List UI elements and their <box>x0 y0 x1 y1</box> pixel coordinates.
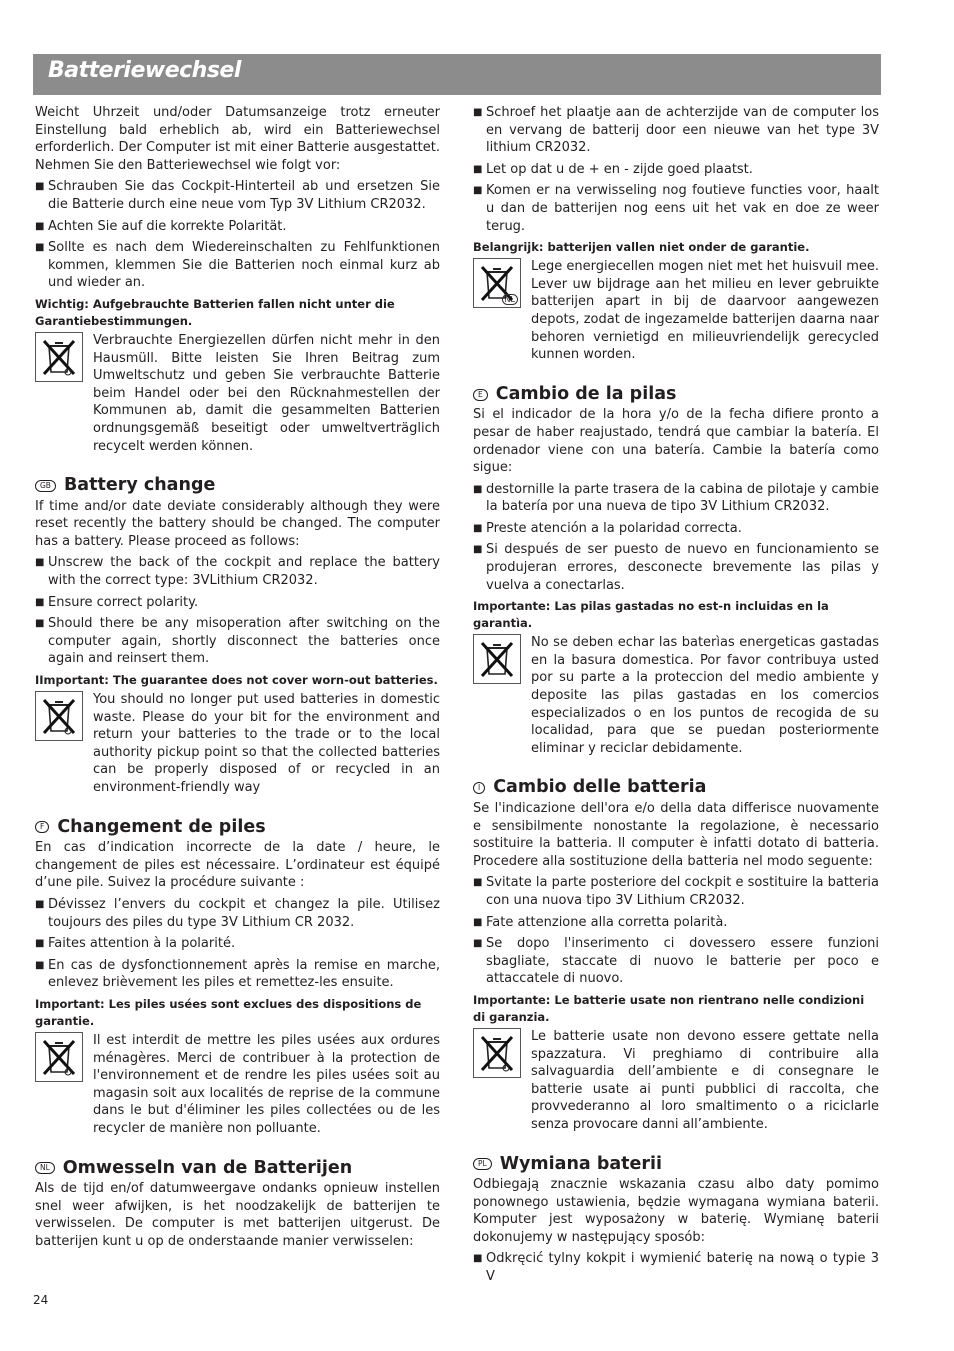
list-item: ■ Achten Sie auf die korrekte Polarität. <box>35 218 440 236</box>
disposal-block <box>35 1032 440 1138</box>
section-heading <box>473 1153 879 1174</box>
disposal-block <box>473 258 879 364</box>
instruction-list <box>35 178 440 292</box>
language-badge: E <box>473 389 488 401</box>
list-item: ■ Should there be any misoperation after switching on the computer again, shortly disconnect the batteries once again and reinsert them. <box>35 615 440 668</box>
list-item: ■ Preste atención a la polaridad correcta. <box>473 520 879 538</box>
section-heading <box>35 477 440 495</box>
important-label: Wichtig: <box>35 296 89 311</box>
instruction-list <box>35 554 440 668</box>
important-text: Aufgebrauchte Batterien fallen nicht unter die Garantiebestimmungen. <box>35 296 395 328</box>
list-item: ■ Ensure correct polarity. <box>35 594 440 612</box>
section-heading <box>473 779 879 797</box>
crossed-bin-icon <box>473 1028 521 1078</box>
section-heading <box>35 816 440 837</box>
disposal-block <box>473 634 879 757</box>
disposal-text: Lege energiecellen mogen niet met het huisvuil mee. Lever uw bijdrage aan het milieu en lever gebruikte batterijen apart in bij de daarvoor aangewezen depots, zodat de ingezamelde batterijen daarna naar behoren vernietigd en milieuvriendelijk gerecycled kunnen worden. <box>531 259 879 363</box>
heading-text: Battery change <box>63 475 216 496</box>
important-text: Les piles usées sont exclues des dispositions de garantie. <box>35 996 422 1028</box>
disposal-text: Le batterie usate non devono essere gettate nella spazzatura. Vi preghiamo di contribuire alla salvaguardia dell’ambiente e di consegnare le batterie usate ai punti pubblici di raccolta, che provvederanno al loro smaltimento o a riciclarle senza provocare danni all’ambiente. <box>531 1028 879 1132</box>
bin-country-code: NL <box>502 294 518 305</box>
important-label: Important: <box>35 996 105 1011</box>
section-intro: En cas d’indication incorrecte de la date / heure, le changement de piles est nécessaire. L’ordinateur est équipé d’une pile. Suivez la procédure suivante : <box>35 840 440 891</box>
list-item: ■ Komen er na verwisseling nog foutieve functies voor, haalt u dan de batterijen nog eens uit het vak en doe ze weer terug. <box>473 182 879 235</box>
disposal-text: Verbrauchte Energiezellen dürfen nicht mehr in den Hausmüll. Bitte leisten Sie Ihren Beitrag zum Umweltschutz und geben Sie verbrauchte Batterie beim Handel oder bei den Rücknahmestellen der Kommunen ab, damit die gesammelten Batterien ordnungsgemäß beseitigt oder umweltverträglich recycelt werden können. <box>93 332 440 454</box>
section-nl <box>35 1157 440 1251</box>
page-title: Batteriewechsel <box>48 58 241 83</box>
section-nl-continued <box>473 104 879 364</box>
crossed-bin-icon <box>35 1032 83 1082</box>
crossed-bin-icon <box>473 634 521 684</box>
list-item: ■ Faites attention à la polarité. <box>35 935 440 953</box>
important-note <box>35 996 440 1030</box>
disposal-block <box>35 332 440 455</box>
heading-text: Changement de piles <box>57 816 266 837</box>
heading-text: Omwesseln van de Batterijen <box>62 1157 353 1178</box>
instruction-list <box>473 1250 879 1285</box>
disposal-text: No se deben echar las baterìas energeticas gastadas en la basura domestica. Por favor contribuya usted por su parte a la proteccion del medio ambiente y deposite las pilas gastadas en los comercios especializados o en los puntos de recogida de su localidad, para que se puedan posteriormente eliminar y reciclar debidamente. <box>531 635 879 756</box>
instruction-list <box>473 874 879 988</box>
heading-text: Cambio de la pilas <box>495 383 677 404</box>
section-intro: Als de tijd en/of datumweergave ondanks opnieuw instellen snel weer afwijken, is het noodzakelijk de batterijen te verwisselen. De computer is met batterijen uitgerust. De batterijen kunt u op de onderstaande manier verwisselen: <box>35 1181 440 1249</box>
language-badge: F <box>35 821 49 833</box>
list-item: ■ Svitate la parte posteriore del cockpit e sostituire la batteria con una nuova tipo 3V Lithium CR2032. <box>473 874 879 909</box>
section-intro: Weicht Uhrzeit und/oder Datumsanzeige trotz erneuter Einstellung bald erheblich ab, wird ein Batteriewechsel erforderlich. Der Computer ist mit einer Batterie ausgestattet. Nehmen Sie den Batteriewechsel wie folgt vor: <box>35 105 440 173</box>
list-item: ■ Dévissez l’envers du cockpit et changez la pile. Utilisez toujours des piles du type 3V Lithium CR 2032. <box>35 896 440 931</box>
crossed-bin-icon <box>35 691 83 741</box>
section-f <box>35 816 440 1138</box>
right-column <box>473 104 879 1290</box>
section-de <box>35 104 440 455</box>
list-item: ■ Let op dat u de + en - zijde goed plaatst. <box>473 161 879 179</box>
section-e <box>473 383 880 758</box>
important-label: Importante: <box>473 599 551 614</box>
disposal-block <box>473 1028 879 1134</box>
section-pl <box>473 1153 879 1286</box>
page-banner <box>33 54 881 95</box>
important-note <box>473 239 879 256</box>
important-text: Le batterie usate non rientrano nelle condizioni di garanzia. <box>473 992 865 1024</box>
list-item: ■ En cas de dysfonctionnement après la remise en marche, enlevez brièvement les piles et remettez-les ensuite. <box>35 957 440 992</box>
list-item: ■ Fate attenzione alla corretta polarità. <box>473 914 879 932</box>
crossed-bin-icon <box>35 332 83 382</box>
important-note <box>473 992 879 1026</box>
list-item: ■ Sollte es nach dem Wiedereinschalten zu Fehlfunktionen kommen, klemmen Sie die Batterien noch einmal kurz ab und wieder an. <box>35 239 440 292</box>
list-item: ■ Schrauben Sie das Cockpit-Hinterteil ab und ersetzen Sie die Batterie durch eine neue vom Typ 3V Lithium CR2032. <box>35 178 440 213</box>
section-intro: Se l'indicazione dell'ora e/o della data differisce nuovamente e sensibilmente nonostante la regolazione, è necessario sostituire la batteria. Il computer è infatti dotato di batteria. Procedere alla sostituzione della batteria nel modo seguente: <box>473 801 879 869</box>
important-text: batterijen vallen niet onder de garantie. <box>547 240 810 255</box>
list-item: ■ Se dopo l'inserimento ci dovessero essere funzioni sbagliate, staccate di nuovo le batterie per poco e attaccatele di nuovo. <box>473 935 879 988</box>
left-column <box>35 104 440 1250</box>
page-number: 24 <box>33 1293 49 1307</box>
section-heading <box>35 1157 440 1178</box>
important-note <box>35 296 440 330</box>
section-intro: Odbiegają znacznie wskazania czasu albo daty pomimo ponownego ustawienia, będzie wymagana wymiana baterii. Komputer jest wyposażony w baterię. Wymianę baterii dokonujemy w następujący sposób: <box>473 1177 879 1245</box>
section-intro: If time and/or date deviate considerably although they were reset recently the battery should be changed. The computer has a battery. Please proceed as follows: <box>35 498 440 549</box>
section-gb <box>35 477 440 797</box>
important-text: The guarantee does not cover worn-out batteries. <box>112 673 438 688</box>
disposal-block <box>35 691 440 797</box>
important-note <box>35 672 440 689</box>
language-badge: I <box>473 782 485 794</box>
instruction-list <box>473 104 879 235</box>
important-label: Importante: <box>473 992 551 1007</box>
section-intro: Si el indicador de la hora y/o de la fecha difiere pronto a pesar de haber reajustado, tendrá que cambiar la batería. El ordenador viene con una batería. Cambie la batería como sigue: <box>473 407 879 476</box>
heading-text: Cambio delle batteria <box>493 777 707 798</box>
list-item: ■ destornille la parte trasera de la cabina de pilotaje y cambie la batería por una nueva de tipo 3V Lithium CR2032. <box>473 481 879 516</box>
language-badge: NL <box>35 1162 55 1174</box>
instruction-list <box>473 481 879 595</box>
important-text: Las pilas gastadas no est-n incluidas en la garantìa. <box>473 599 829 631</box>
section-heading <box>473 383 879 404</box>
crossed-bin-icon <box>473 258 521 308</box>
section-i <box>473 779 879 1133</box>
instruction-list <box>35 896 440 992</box>
list-item: ■ Unscrew the back of the cockpit and replace the battery with the correct type: 3VLithium CR2032. <box>35 554 440 589</box>
important-label: Belangrijk: <box>473 240 544 255</box>
list-item: ■ Odkręcić tylny kokpit i wymienić baterię na nową o typie 3 V <box>473 1250 879 1285</box>
important-label: IImportant: <box>35 673 109 688</box>
language-badge: GB <box>35 480 56 492</box>
language-badge: PL <box>473 1158 492 1170</box>
heading-text: Wymiana baterii <box>499 1153 663 1174</box>
disposal-text: You should no longer put used batteries in domestic waste. Please do your bit for the environment and return your batteries to the trade or to the local authority pickup point so that the collected batteries can be properly disposed of or recycled in an environment-friendly way <box>93 692 440 795</box>
list-item: ■ Si después de ser puesto de nuevo en funcionamiento se produjeran errores, desconecte brevemente las pilas y vuelva a conectarlas. <box>473 541 879 594</box>
list-item: ■ Schroef het plaatje aan de achterzijde van de computer los en vervang de batterij door een nieuwe van het type 3V lithium CR2032. <box>473 104 879 157</box>
important-note <box>473 598 879 632</box>
disposal-text: Il est interdit de mettre les piles usées aux ordures ménagères. Merci de contribuer à la protection de l'environnement et de rendre les piles usées soit au magasin soit aux localités de reprise de la commune dans le but d'éliminer les piles collectées ou de les recycler de manière non polluante. <box>93 1032 440 1136</box>
